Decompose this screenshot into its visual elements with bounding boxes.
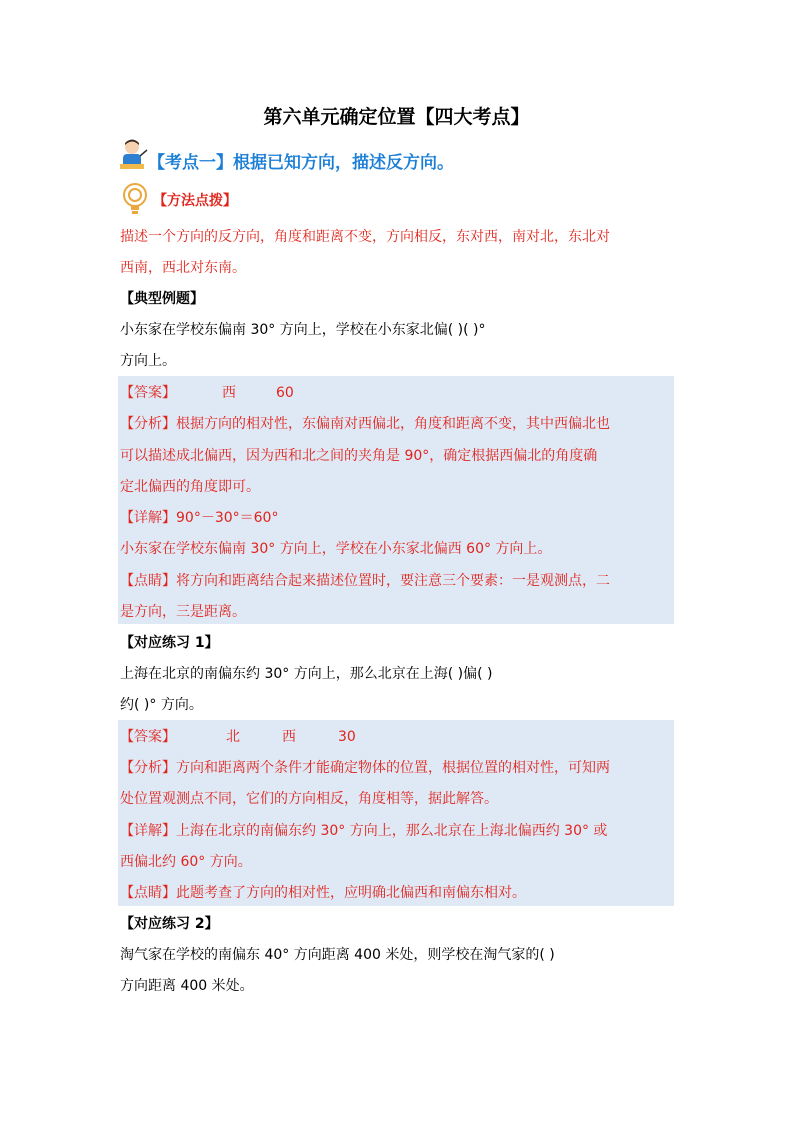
analysis-line: 可以描述成北偏西，因为西和北之间的夹角是 90°，确定根据西偏北的角度确	[120, 448, 598, 464]
teacher-icon	[118, 138, 148, 172]
practice1-question-line: 约( )° 方向。	[120, 697, 203, 713]
analysis-line: 处位置观测点不同，它们的方向相反，角度相等，据此解答。	[120, 791, 498, 807]
analysis-line: 【分析】方向和距离两个条件才能确定物体的位置，根据位置的相对性，可知两	[120, 760, 610, 776]
answer-label: 【答案】	[120, 385, 176, 401]
example-question-line: 小东家在学校东偏南 30° 方向上，学校在小东家北偏( )( )°	[120, 322, 486, 338]
answer-value: 西	[222, 385, 236, 401]
method-label: 【方法点拨】	[153, 193, 237, 209]
practice2-question-line: 方向距离 400 米处。	[120, 978, 254, 994]
method-line: 西南，西北对东南。	[120, 260, 246, 276]
detail-line: 【详解】上海在北京的南偏东约 30° 方向上，那么北京在上海北偏西约 30° 或	[120, 823, 608, 839]
example-question-line: 方向上。	[120, 353, 176, 369]
example-label: 【典型例题】	[120, 291, 204, 307]
practice1-label: 【对应练习 1】	[120, 635, 219, 651]
practice2-question-line: 淘气家在学校的南偏东 40° 方向距离 400 米处，则学校在淘气家的( )	[120, 947, 555, 963]
method-line: 描述一个方向的反方向，角度和距离不变，方向相反，东对西，南对北，东北对	[120, 229, 610, 245]
answer-value: 60	[276, 385, 294, 401]
detail-line: 西偏北约 60° 方向。	[120, 854, 252, 870]
example-answer	[120, 383, 294, 403]
answer-label: 【答案】	[120, 729, 176, 745]
answer-value: 30	[338, 729, 356, 745]
practice2-label: 【对应练习 2】	[120, 916, 219, 932]
tip-line: 是方向，三是距离。	[120, 604, 246, 620]
practice1-answer-box	[118, 720, 674, 906]
answer-value: 北	[226, 729, 240, 745]
analysis-line: 【分析】根据方向的相对性，东偏南对西偏北，角度和距离不变，其中西偏北也	[120, 416, 610, 432]
answer-value: 西	[282, 729, 296, 745]
detail-line: 【详解】90°－30°＝60°	[120, 510, 279, 526]
analysis-line: 定北偏西的角度即可。	[120, 479, 260, 495]
practice1-answer	[120, 727, 356, 747]
practice1-question-line: 上海在北京的南偏东约 30° 方向上，那么北京在上海( )偏( )	[120, 666, 493, 682]
tip-line: 【点睛】此题考查了方向的相对性，应明确北偏西和南偏东相对。	[120, 885, 526, 901]
tip-line: 【点睛】将方向和距离结合起来描述位置时，要注意三个要素：一是观测点，二	[120, 573, 610, 589]
kaodian-heading: 【考点一】根据已知方向，描述反方向。	[148, 153, 454, 173]
detail-line: 小东家在学校东偏南 30° 方向上，学校在小东家北偏西 60° 方向上。	[120, 541, 552, 557]
page-title: 第六单元确定位置【四大考点】	[263, 106, 530, 128]
lightbulb-icon	[122, 182, 148, 218]
